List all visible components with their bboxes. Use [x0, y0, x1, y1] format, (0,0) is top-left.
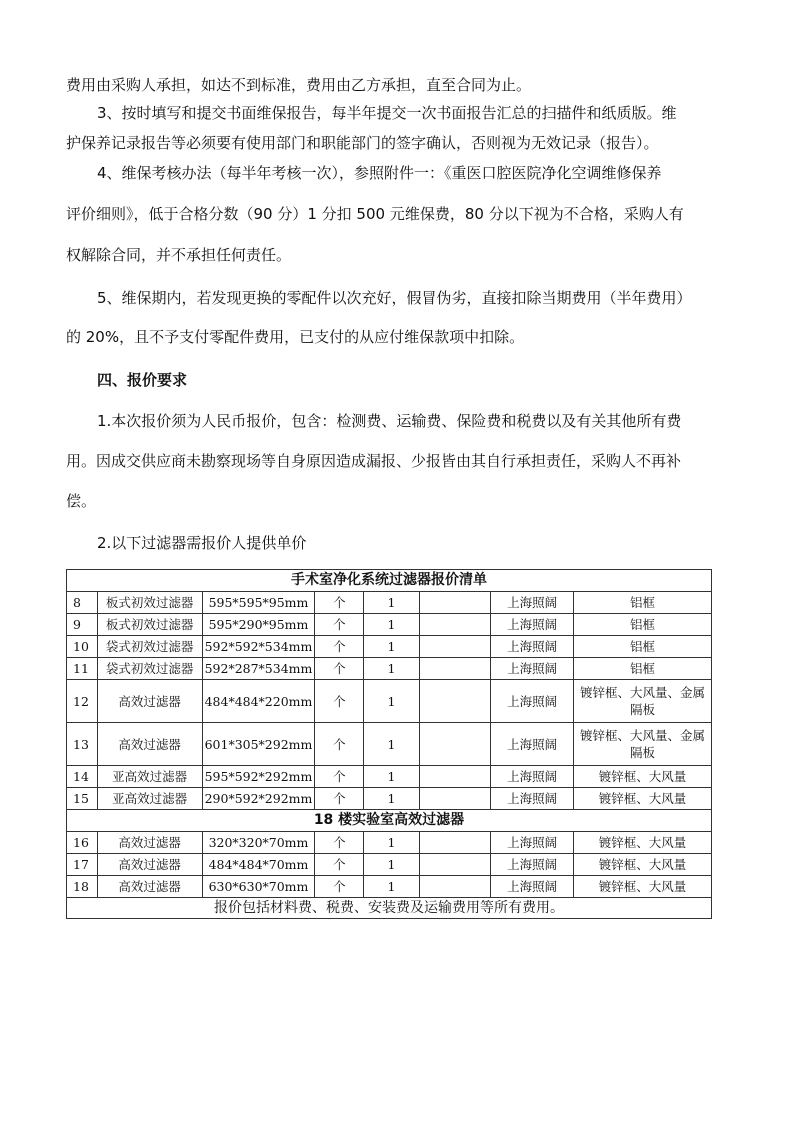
item-name: 高效过滤器: [97, 680, 202, 723]
item-material: 镀锌框、大风量: [573, 766, 711, 788]
paragraph-line: 5、维保期内，若发现更换的零配件以次充好，假冒伪劣，直接扣除当期费用（半年费用）: [97, 289, 692, 307]
item-quantity: 1: [364, 854, 419, 876]
item-brand: 上海照阔: [491, 680, 574, 723]
item-price: [419, 592, 491, 614]
filter-quote-table: [66, 569, 712, 919]
paragraph-line: 评价细则》，低于合格分数（90 分）1 分扣 500 元维保费，80 分以下视为不合格，采购人有: [66, 205, 684, 223]
row-number: 18: [67, 876, 98, 898]
paragraph-line: 费用由采购人承担，如达不到标准，费用由乙方承担，直至合同为止。: [66, 76, 532, 94]
table-section-title: 手术室净化系统过滤器报价清单: [67, 570, 712, 592]
item-size: 595*595*95mm: [202, 592, 315, 614]
item-brand: 上海照阔: [491, 723, 574, 766]
item-unit: 个: [315, 876, 364, 898]
item-brand: 上海照阔: [491, 832, 574, 854]
row-number: 14: [67, 766, 98, 788]
item-price: [419, 658, 491, 680]
item-brand: 上海照阔: [491, 636, 574, 658]
item-name: 高效过滤器: [97, 854, 202, 876]
item-quantity: 1: [364, 788, 419, 810]
item-brand: 上海照阔: [491, 592, 574, 614]
paragraph-line: 1.本次报价须为人民币报价，包含：检测费、运输费、保险费和税费以及有关其他所有费: [97, 412, 682, 430]
table-row: [67, 788, 712, 810]
item-quantity: 1: [364, 614, 419, 636]
row-number: 12: [67, 680, 98, 723]
item-name: 袋式初效过滤器: [97, 658, 202, 680]
row-number: 8: [67, 592, 98, 614]
table-footer-note: 报价包括材料费、税费、安装费及运输费用等所有费用。: [67, 898, 712, 919]
item-name: 高效过滤器: [97, 832, 202, 854]
row-number: 15: [67, 788, 98, 810]
table-row: [67, 876, 712, 898]
item-size: 630*630*70mm: [202, 876, 315, 898]
item-unit: 个: [315, 788, 364, 810]
item-material: 铝框: [573, 658, 711, 680]
item-quantity: 1: [364, 723, 419, 766]
item-name: 袋式初效过滤器: [97, 636, 202, 658]
table-section-title: 18 楼实验室高效过滤器: [67, 810, 712, 832]
row-number: 9: [67, 614, 98, 636]
item-size: 290*592*292mm: [202, 788, 315, 810]
item-brand: 上海照阔: [491, 788, 574, 810]
item-price: [419, 854, 491, 876]
table-row: [67, 592, 712, 614]
table-row: [67, 636, 712, 658]
row-number: 17: [67, 854, 98, 876]
paragraph-line: 偿。: [66, 492, 97, 510]
paragraph-line: 3、按时填写和提交书面维保报告，每半年提交一次书面报告汇总的扫描件和纸质版。维: [97, 104, 677, 122]
item-price: [419, 766, 491, 788]
item-material: 镀锌框、大风量、金属隔板: [573, 723, 711, 766]
paragraph-line: 权解除合同，并不承担任何责任。: [66, 246, 292, 264]
item-brand: 上海照阔: [491, 854, 574, 876]
table-row: [67, 766, 712, 788]
item-material: 镀锌框、大风量: [573, 854, 711, 876]
item-quantity: 1: [364, 636, 419, 658]
item-name: 板式初效过滤器: [97, 592, 202, 614]
item-name: 高效过滤器: [97, 876, 202, 898]
table-row: [67, 723, 712, 766]
item-price: [419, 788, 491, 810]
paragraph-line: 4、维保考核办法（每半年考核一次），参照附件一：《重医口腔医院净化空调维修保养: [97, 164, 662, 182]
item-price: [419, 614, 491, 636]
item-quantity: 1: [364, 766, 419, 788]
paragraph-line: 护保养记录报告等必须要有使用部门和职能部门的签字确认，否则视为无效记录（报告）。: [66, 134, 659, 152]
item-unit: 个: [315, 658, 364, 680]
table-row: [67, 658, 712, 680]
table-row: [67, 680, 712, 723]
item-price: [419, 876, 491, 898]
item-price: [419, 832, 491, 854]
row-number: 13: [67, 723, 98, 766]
item-material: 铝框: [573, 592, 711, 614]
item-unit: 个: [315, 592, 364, 614]
item-material: 镀锌框、大风量、金属隔板: [573, 680, 711, 723]
item-brand: 上海照阔: [491, 766, 574, 788]
item-quantity: 1: [364, 658, 419, 680]
item-unit: 个: [315, 680, 364, 723]
item-size: 601*305*292mm: [202, 723, 315, 766]
item-size: 595*290*95mm: [202, 614, 315, 636]
item-size: 484*484*70mm: [202, 854, 315, 876]
paragraph-line: 的 20%，且不予支付零配件费用，已支付的从应付维保款项中扣除。: [66, 328, 525, 346]
paragraph-line: 2.以下过滤器需报价人提供单价: [97, 534, 307, 552]
item-unit: 个: [315, 723, 364, 766]
item-price: [419, 680, 491, 723]
item-material: 镀锌框、大风量: [573, 832, 711, 854]
item-quantity: 1: [364, 832, 419, 854]
item-name: 高效过滤器: [97, 723, 202, 766]
table-row: [67, 832, 712, 854]
item-unit: 个: [315, 766, 364, 788]
table-row: [67, 614, 712, 636]
item-brand: 上海照阔: [491, 614, 574, 636]
row-number: 11: [67, 658, 98, 680]
item-unit: 个: [315, 832, 364, 854]
item-name: 亚高效过滤器: [97, 766, 202, 788]
row-number: 16: [67, 832, 98, 854]
item-material: 铝框: [573, 614, 711, 636]
item-quantity: 1: [364, 680, 419, 723]
table-row: [67, 854, 712, 876]
item-material: 镀锌框、大风量: [573, 788, 711, 810]
item-size: 484*484*220mm: [202, 680, 315, 723]
item-material: 镀锌框、大风量: [573, 876, 711, 898]
item-unit: 个: [315, 854, 364, 876]
item-price: [419, 723, 491, 766]
section-heading: 四、报价要求: [97, 371, 188, 389]
item-brand: 上海照阔: [491, 658, 574, 680]
item-name: 板式初效过滤器: [97, 614, 202, 636]
item-brand: 上海照阔: [491, 876, 574, 898]
row-number: 10: [67, 636, 98, 658]
item-size: 592*287*534mm: [202, 658, 315, 680]
item-material: 铝框: [573, 636, 711, 658]
item-unit: 个: [315, 636, 364, 658]
paragraph-line: 用。因成交供应商未勘察现场等自身原因造成漏报、少报皆由其自行承担责任，采购人不再补: [66, 452, 682, 470]
item-size: 595*592*292mm: [202, 766, 315, 788]
item-quantity: 1: [364, 592, 419, 614]
item-unit: 个: [315, 614, 364, 636]
item-size: 320*320*70mm: [202, 832, 315, 854]
item-size: 592*592*534mm: [202, 636, 315, 658]
item-price: [419, 636, 491, 658]
item-quantity: 1: [364, 876, 419, 898]
item-name: 亚高效过滤器: [97, 788, 202, 810]
